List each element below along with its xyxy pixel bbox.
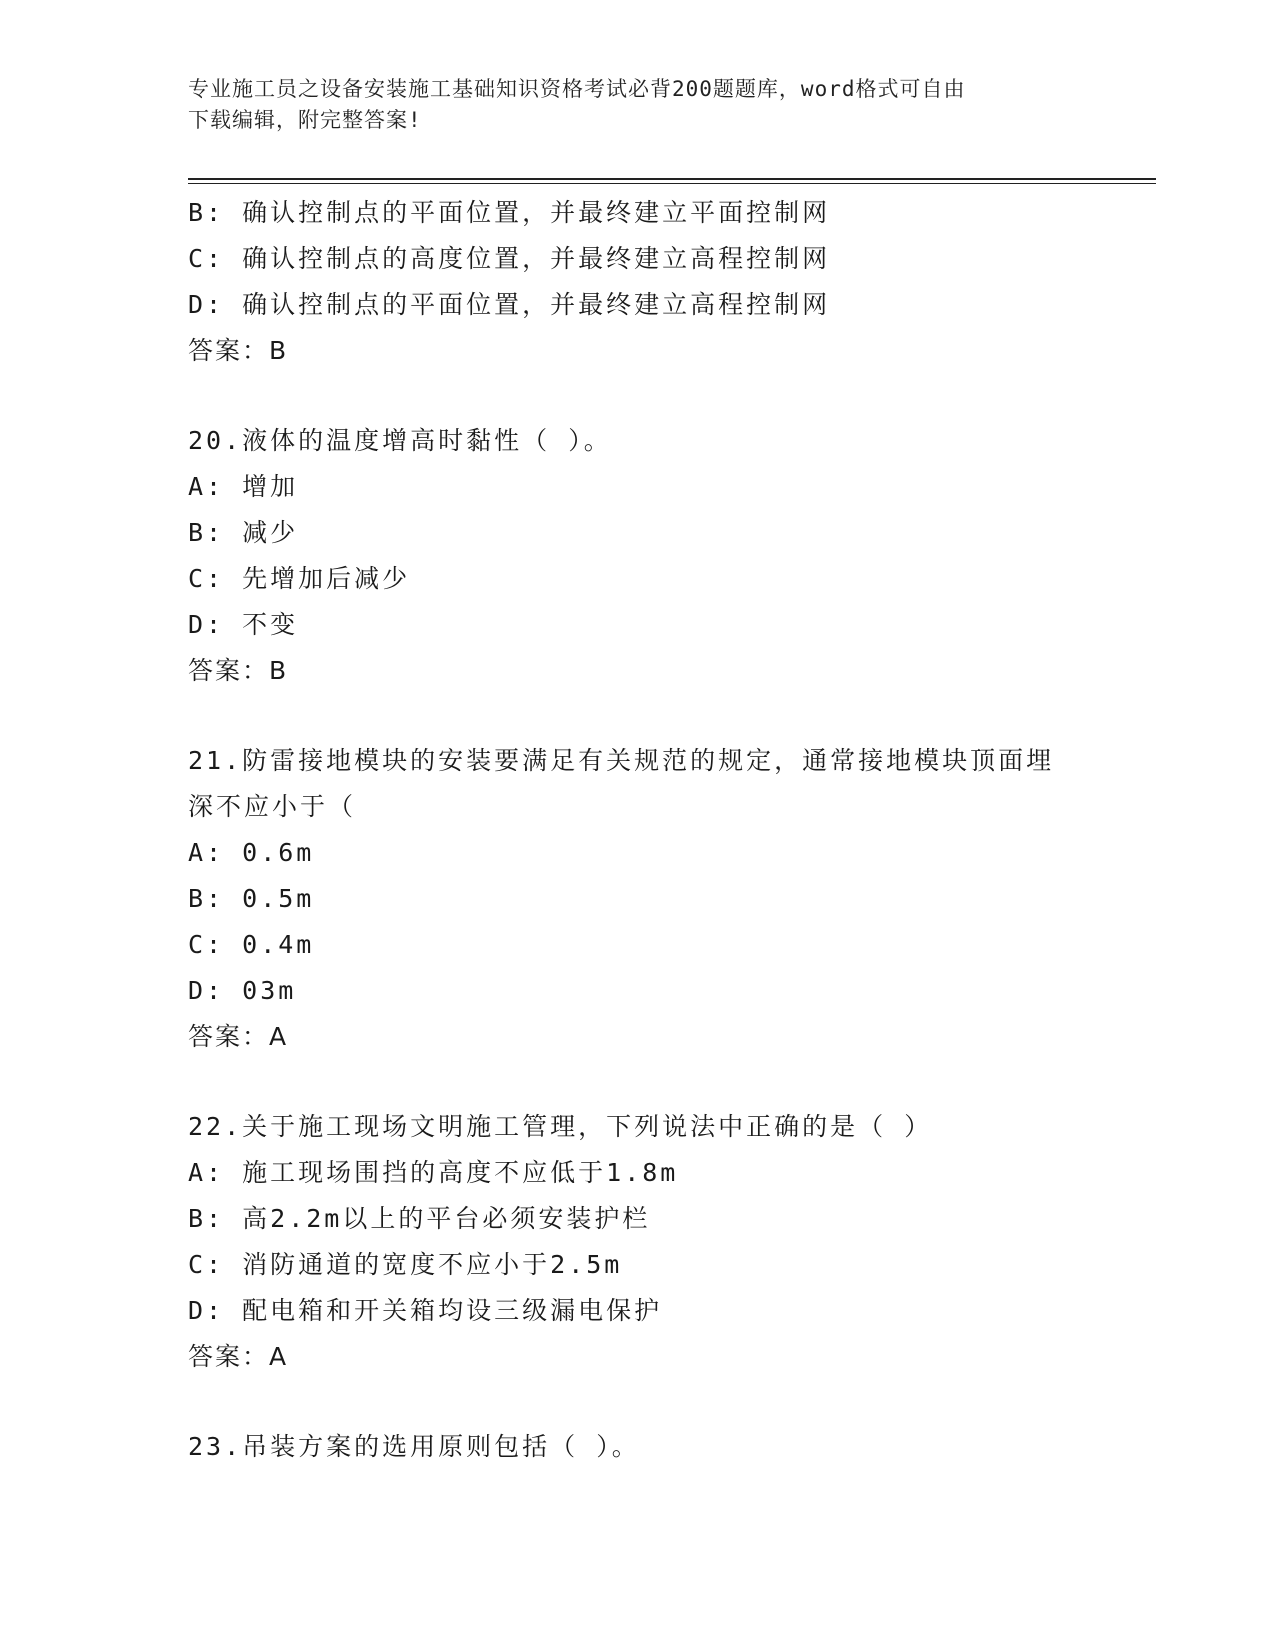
spacer bbox=[188, 1380, 1088, 1424]
question-22-block bbox=[188, 1104, 1088, 1380]
q20-question: 20.液体的温度增高时黏性（ ）。 bbox=[188, 426, 612, 455]
question-20-block bbox=[188, 418, 1088, 694]
header-divider-thin bbox=[188, 183, 1156, 184]
spacer bbox=[188, 1060, 1088, 1104]
q21-answer: 答案：A bbox=[188, 1022, 289, 1051]
q23-question: 23.吊装方案的选用原则包括（ ）。 bbox=[188, 1432, 640, 1461]
q22-answer: 答案：A bbox=[188, 1342, 289, 1371]
q20-option-d: D: 不变 bbox=[188, 610, 299, 639]
q21-question-line-1: 21.防雷接地模块的安装要满足有关规范的规定，通常接地模块顶面埋 bbox=[188, 746, 1055, 775]
q22-question: 22.关于施工现场文明施工管理，下列说法中正确的是（ ） bbox=[188, 1112, 933, 1141]
q20-option-c: C: 先增加后减少 bbox=[188, 564, 411, 593]
q21-question-line-2: 深不应小于（ bbox=[188, 792, 357, 821]
q19-option-d: D: 确认控制点的平面位置，并最终建立高程控制网 bbox=[188, 290, 831, 319]
header-line-2: 下载编辑，附完整答案! bbox=[188, 108, 422, 132]
q20-option-b: B: 减少 bbox=[188, 518, 299, 547]
q20-option-a: A: 增加 bbox=[188, 472, 299, 501]
q21-option-c: C: 0.4m bbox=[188, 930, 315, 959]
header-divider-thick bbox=[188, 178, 1156, 180]
q19-option-c: C: 确认控制点的高度位置，并最终建立高程控制网 bbox=[188, 244, 831, 273]
spacer bbox=[188, 694, 1088, 738]
q21-option-a: A: 0.6m bbox=[188, 838, 315, 867]
q22-option-d: D: 配电箱和开关箱均设三级漏电保护 bbox=[188, 1296, 663, 1325]
question-23-block bbox=[188, 1424, 1088, 1470]
q21-option-b: B: 0.5m bbox=[188, 884, 315, 913]
document-header bbox=[188, 74, 1068, 136]
q21-option-d: D: 03m bbox=[188, 976, 297, 1005]
q19-option-b: B: 确认控制点的平面位置，并最终建立平面控制网 bbox=[188, 198, 831, 227]
q20-answer: 答案：B bbox=[188, 656, 289, 685]
q19-answer: 答案：B bbox=[188, 336, 289, 365]
q22-option-a: A: 施工现场围挡的高度不应低于1.8m bbox=[188, 1158, 679, 1187]
question-21-block bbox=[188, 738, 1088, 1060]
question-list bbox=[188, 190, 1088, 1470]
q22-option-c: C: 消防通道的宽度不应小于2.5m bbox=[188, 1250, 623, 1279]
header-line-1: 专业施工员之设备安装施工基础知识资格考试必背200题题库，word格式可自由 bbox=[188, 77, 966, 101]
question-19-block bbox=[188, 190, 1088, 374]
q22-option-b: B: 高2.2m以上的平台必须安装护栏 bbox=[188, 1204, 651, 1233]
spacer bbox=[188, 374, 1088, 418]
